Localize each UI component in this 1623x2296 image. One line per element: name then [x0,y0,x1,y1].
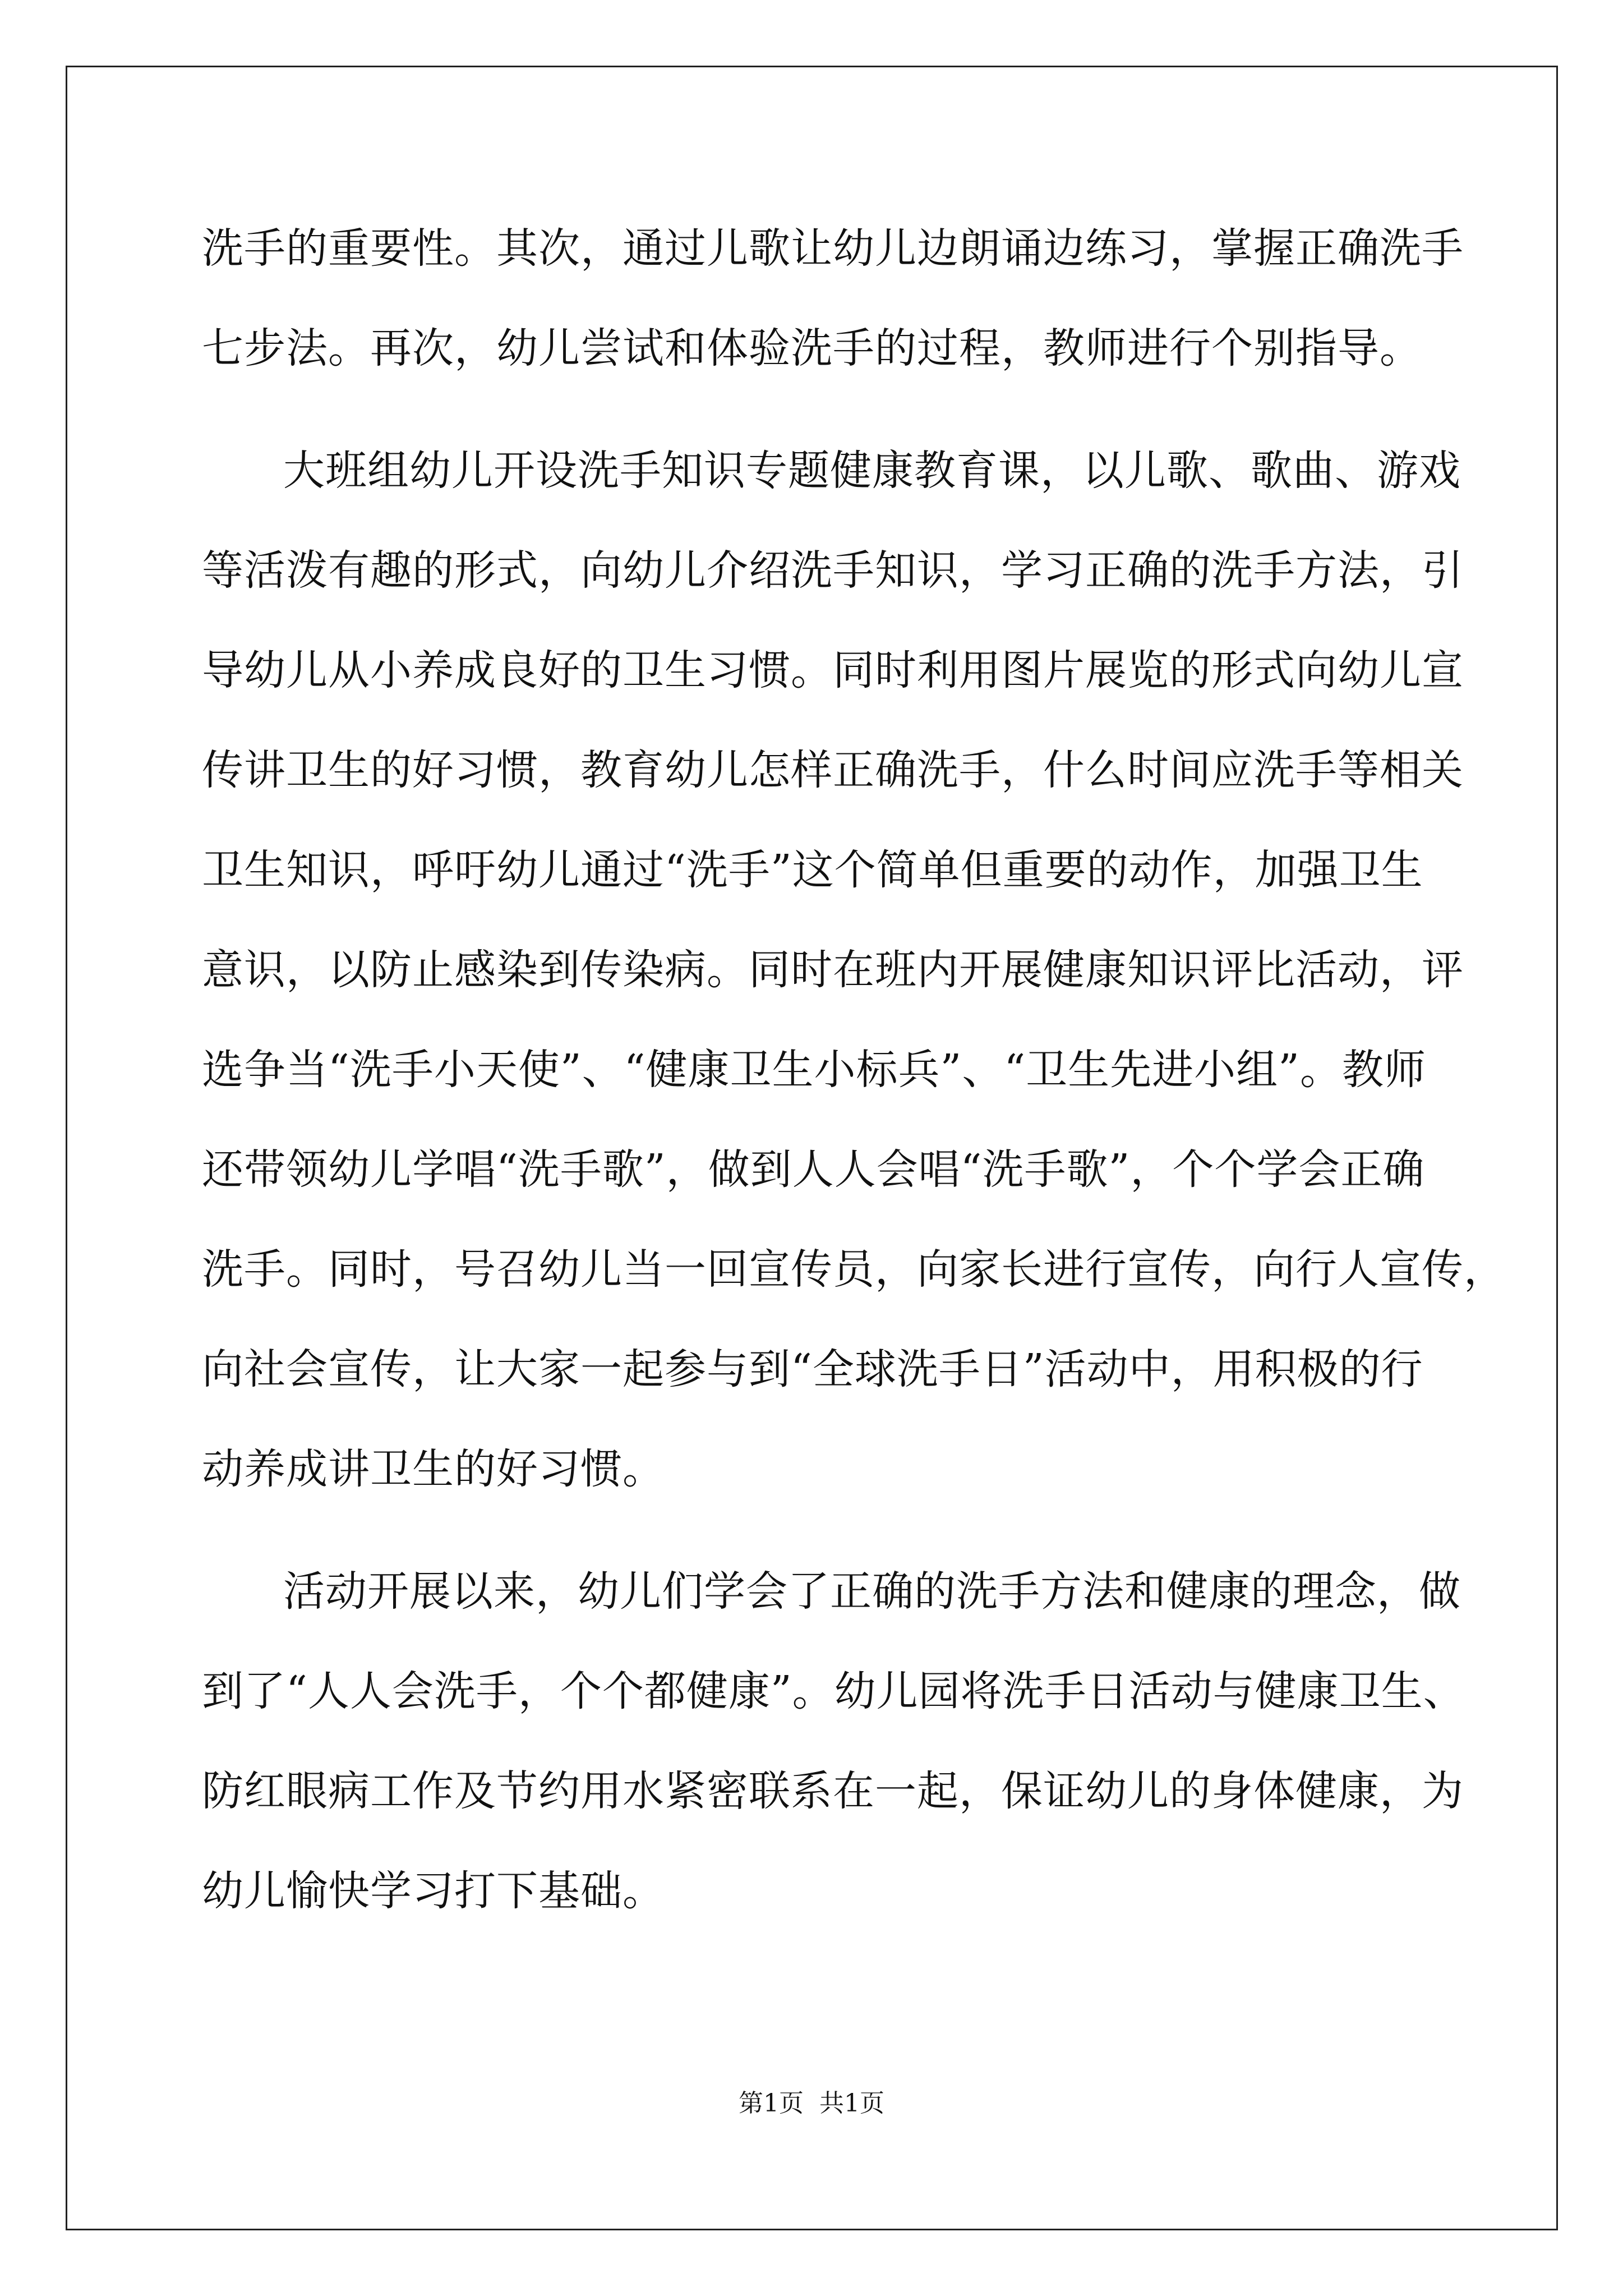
text-line: 幼儿愉快学习打下基础。 [202,1867,665,1915]
page-footer [0,2087,1623,2120]
text-line: 到了“人人会洗手，个个都健康”。幼儿园将洗手日活动与健康卫生、 [202,1667,1465,1715]
paragraph-first-line: 活动开展以来，幼儿们学会了正确的洗手方法和健康的理念，做 [283,1567,1461,1616]
text-line: 洗手。同时，号召幼儿当一回宣传员，向家长进行宣传，向行人宣传， [202,1245,1506,1294]
text-line: 等活泼有趣的形式，向幼儿介绍洗手知识，学习正确的洗手方法，引 [202,546,1464,595]
page-total: 共1页 [819,2089,884,2118]
text-line: 选争当“洗手小天使”、“健康卫生小标兵”、“卫生先进小组”。教师 [202,1046,1426,1094]
paragraph-first-line: 大班组幼儿开设洗手知识专题健康教育课，以儿歌、歌曲、游戏 [283,447,1461,495]
text-line: 防红眼病工作及节约用水紧密联系在一起，保证幼儿的身体健康，为 [202,1767,1464,1815]
text-line: 还带领幼儿学唱“洗手歌”，做到人人会唱“洗手歌”，个个学会正确 [202,1145,1425,1194]
text-line: 导幼儿从小养成良好的卫生习惯。同时利用图片展览的形式向幼儿宣 [202,646,1464,694]
text-line: 七步法。再次，幼儿尝试和体验洗手的过程，教师进行个别指导。 [202,324,1422,372]
text-line: 卫生知识，呼吁幼儿通过“洗手”这个简单但重要的动作，加强卫生 [202,846,1423,894]
text-line: 意识，以防止感染到传染病。同时在班内开展健康知识评比活动，评 [202,946,1464,994]
text-line: 洗手的重要性。其次，通过儿歌让幼儿边朗诵边练习，掌握正确洗手 [202,224,1464,273]
text-line: 传讲卫生的好习惯，教育幼儿怎样正确洗手，什么时间应洗手等相关 [202,746,1464,794]
text-line: 向社会宣传，让大家一起参与到“全球洗手日”活动中，用积极的行 [202,1345,1423,1393]
text-line: 动养成讲卫生的好习惯。 [202,1445,665,1493]
page-number: 第1页 [739,2089,804,2118]
